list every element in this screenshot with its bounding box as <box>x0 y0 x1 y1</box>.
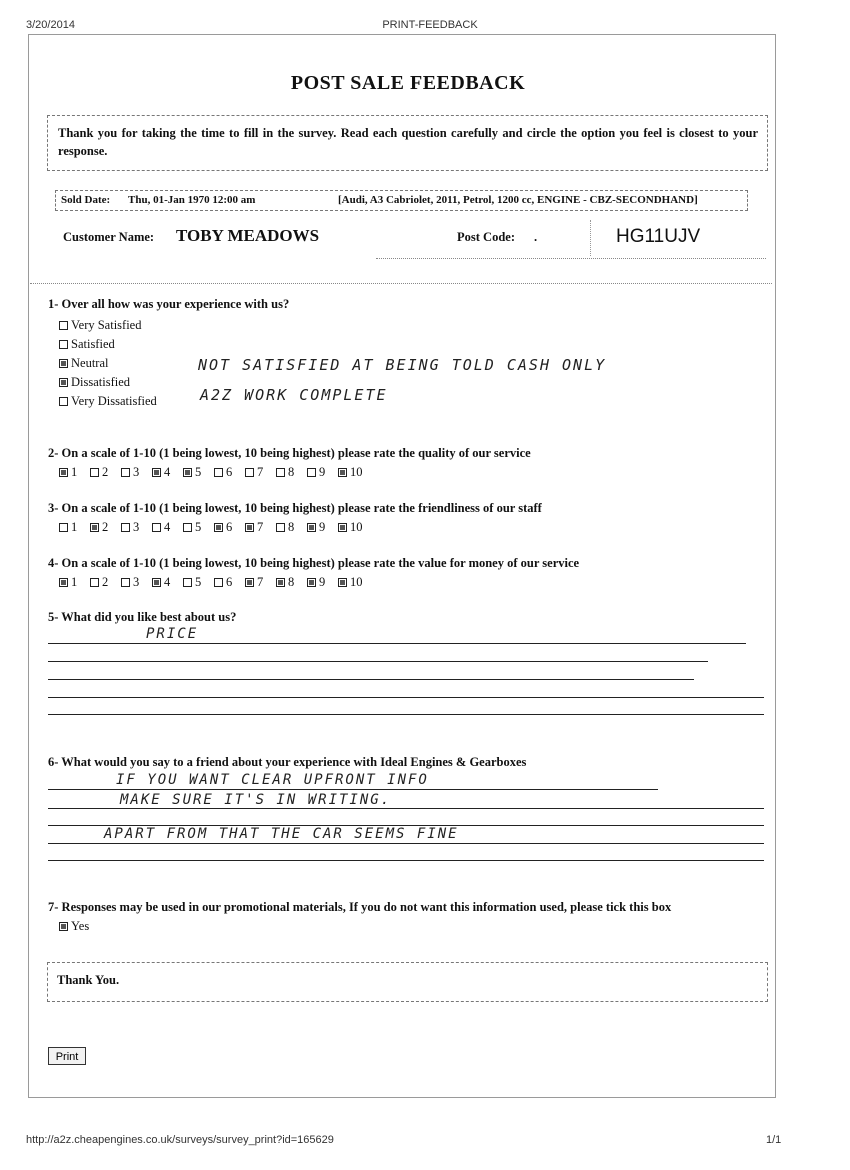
checkbox-checked-icon[interactable] <box>214 523 223 532</box>
form-title: POST SALE FEEDBACK <box>290 72 526 94</box>
q4-scale <box>59 575 369 590</box>
checkbox-icon[interactable] <box>90 578 99 587</box>
checkbox-checked-icon[interactable] <box>338 578 347 587</box>
q2-option-8[interactable]: 8 <box>276 465 307 480</box>
q7-text: 7- Responses may be used in our promotional materials, If you do not want this information used, please tick this box <box>48 900 672 914</box>
q3-option-1[interactable]: 1 <box>59 520 90 535</box>
intro-text: Thank you for taking the time to fill in the survey. Read each question carefully and circle the option you feel is closest to your response. <box>58 126 758 158</box>
q3-text: 3- On a scale of 1-10 (1 being lowest, 10 being highest) please rate the friendliness of our staff <box>48 501 542 515</box>
footer-page-number: 1/1 <box>766 1134 782 1146</box>
checkbox-checked-icon[interactable] <box>59 468 68 477</box>
checkbox-checked-icon[interactable] <box>276 578 285 587</box>
q6-text: 6- What would you say to a friend about your experience with Ideal Engines & Gearboxes <box>48 755 527 769</box>
q2-option-9[interactable]: 9 <box>307 465 338 480</box>
q3-option-10[interactable]: 10 <box>338 520 369 535</box>
q2-option-5[interactable]: 5 <box>183 465 214 480</box>
q4-option-4[interactable]: 4 <box>152 575 183 590</box>
q3-option-6[interactable]: 6 <box>214 520 245 535</box>
checkbox-checked-icon[interactable] <box>338 523 347 532</box>
checkbox-checked-icon[interactable] <box>307 523 316 532</box>
footer-url: http://a2z.cheapengines.co.uk/surveys/survey_print?id=165629 <box>26 1134 334 1146</box>
q4-option-7[interactable]: 7 <box>245 575 276 590</box>
sold-date-value: Thu, 01-Jan 1970 12:00 am <box>128 194 256 206</box>
q2-option-4[interactable]: 4 <box>152 465 183 480</box>
q3-option-3[interactable]: 3 <box>121 520 152 535</box>
q6-answer-line-2 <box>48 808 764 809</box>
q5-answer-line-1 <box>48 643 746 644</box>
checkbox-icon[interactable] <box>307 468 316 477</box>
q4-option-8[interactable]: 8 <box>276 575 307 590</box>
checkbox-icon[interactable] <box>183 578 192 587</box>
post-code-label: Post Code: <box>457 230 515 244</box>
q6-answer-line-4 <box>48 843 764 844</box>
q4-option-5[interactable]: 5 <box>183 575 214 590</box>
q3-option-4[interactable]: 4 <box>152 520 183 535</box>
thank-you-text: Thank You. <box>57 973 120 987</box>
checkbox-icon[interactable] <box>152 523 161 532</box>
q3-option-9[interactable]: 9 <box>307 520 338 535</box>
post-code-value: . <box>534 230 538 244</box>
q3-option-8[interactable]: 8 <box>276 520 307 535</box>
checkbox-icon[interactable] <box>276 468 285 477</box>
customer-dotted-rule <box>376 257 766 259</box>
checkbox-checked-icon[interactable] <box>152 468 161 477</box>
registration-divider <box>590 220 592 256</box>
checkbox-checked-icon[interactable] <box>59 359 68 368</box>
q5-answer-line-5 <box>48 714 764 715</box>
checkbox-icon[interactable] <box>121 523 130 532</box>
q4-option-1[interactable]: 1 <box>59 575 90 590</box>
q1-handwritten-comment-1: NOT SATISFIED AT BEING TOLD CASH ONLY <box>198 356 607 374</box>
q1-option-very-dissatisfied[interactable]: Very Dissatisfied <box>59 392 157 411</box>
checkbox-icon[interactable] <box>90 468 99 477</box>
q3-option-5[interactable]: 5 <box>183 520 214 535</box>
q1-text: 1- Over all how was your experience with us? <box>48 297 290 311</box>
q4-option-3[interactable]: 3 <box>121 575 152 590</box>
q5-answer-line-4 <box>48 697 764 698</box>
section-dotted-rule <box>30 282 772 284</box>
q4-option-2[interactable]: 2 <box>90 575 121 590</box>
q5-answer-line-2 <box>48 661 708 662</box>
q3-option-2[interactable]: 2 <box>90 520 121 535</box>
q4-option-6[interactable]: 6 <box>214 575 245 590</box>
print-date: 3/20/2014 <box>26 19 75 31</box>
q2-option-7[interactable]: 7 <box>245 465 276 480</box>
checkbox-checked-icon[interactable] <box>245 523 254 532</box>
q6-answer-line-1 <box>48 789 658 790</box>
q4-option-10[interactable]: 10 <box>338 575 369 590</box>
checkbox-checked-icon[interactable] <box>59 378 68 387</box>
q4-option-9[interactable]: 9 <box>307 575 338 590</box>
checkbox-icon[interactable] <box>59 523 68 532</box>
checkbox-checked-icon[interactable] <box>59 578 68 587</box>
q1-handwritten-comment-2: A2Z WORK COMPLETE <box>200 386 388 404</box>
checkbox-checked-icon[interactable] <box>307 578 316 587</box>
q3-option-7[interactable]: 7 <box>245 520 276 535</box>
q1-option-dissatisfied[interactable]: Dissatisfied <box>59 373 157 392</box>
q2-scale <box>59 465 369 480</box>
q2-option-6[interactable]: 6 <box>214 465 245 480</box>
checkbox-icon[interactable] <box>59 340 68 349</box>
q2-option-2[interactable]: 2 <box>90 465 121 480</box>
q2-option-10[interactable]: 10 <box>338 465 369 480</box>
checkbox-icon[interactable] <box>121 578 130 587</box>
q1-option-satisfied[interactable]: Satisfied <box>59 335 157 354</box>
q2-text: 2- On a scale of 1-10 (1 being lowest, 10 being highest) please rate the quality of our service <box>48 446 531 460</box>
checkbox-icon[interactable] <box>214 468 223 477</box>
q1-option-very-satisfied[interactable]: Very Satisfied <box>59 316 157 335</box>
checkbox-icon[interactable] <box>183 523 192 532</box>
checkbox-icon[interactable] <box>121 468 130 477</box>
checkbox-icon[interactable] <box>214 578 223 587</box>
q2-option-3[interactable]: 3 <box>121 465 152 480</box>
q7-option-yes[interactable]: Yes <box>59 919 89 934</box>
q6-handwritten-line-3: APART FROM THAT THE CAR SEEMS FINE <box>104 826 459 842</box>
customer-name-value: TOBY MEADOWS <box>176 226 320 245</box>
print-title: PRINT-FEEDBACK <box>382 19 478 31</box>
registration-value: HG11UJV <box>616 226 701 247</box>
q5-text: 5- What did you like best about us? <box>48 610 237 624</box>
checkbox-checked-icon[interactable] <box>245 578 254 587</box>
thank-you-box <box>47 962 768 1002</box>
q2-option-1[interactable]: 1 <box>59 465 90 480</box>
checkbox-icon[interactable] <box>245 468 254 477</box>
print-button[interactable]: Print <box>48 1047 86 1065</box>
checkbox-icon[interactable] <box>59 321 68 330</box>
checkbox-checked-icon[interactable] <box>90 523 99 532</box>
q1-option-neutral[interactable]: Neutral <box>59 354 157 373</box>
q6-answer-line-5 <box>48 860 764 861</box>
q6-handwritten-line-1: IF YOU WANT CLEAR UPFRONT INFO <box>116 772 429 788</box>
sold-date-label: Sold Date: <box>61 194 111 206</box>
checkbox-icon[interactable] <box>276 523 285 532</box>
vehicle-info: [Audi, A3 Cabriolet, 2011, Petrol, 1200 cc, ENGINE - CBZ-SECONDHAND] <box>338 194 698 206</box>
q6-handwritten-line-2: MAKE SURE IT'S IN WRITING. <box>120 792 392 808</box>
checkbox-checked-icon[interactable] <box>338 468 347 477</box>
checkbox-checked-icon[interactable] <box>59 922 68 931</box>
checkbox-checked-icon[interactable] <box>183 468 192 477</box>
checkbox-checked-icon[interactable] <box>152 578 161 587</box>
q4-text: 4- On a scale of 1-10 (1 being lowest, 10 being highest) please rate the value for money of our service <box>48 556 580 570</box>
customer-name-label: Customer Name: <box>63 230 155 244</box>
q5-answer-line-3 <box>48 679 694 680</box>
q5-handwritten-answer: PRICE <box>146 626 199 642</box>
q3-scale <box>59 520 369 535</box>
checkbox-icon[interactable] <box>59 397 68 406</box>
q1-options <box>59 316 157 411</box>
